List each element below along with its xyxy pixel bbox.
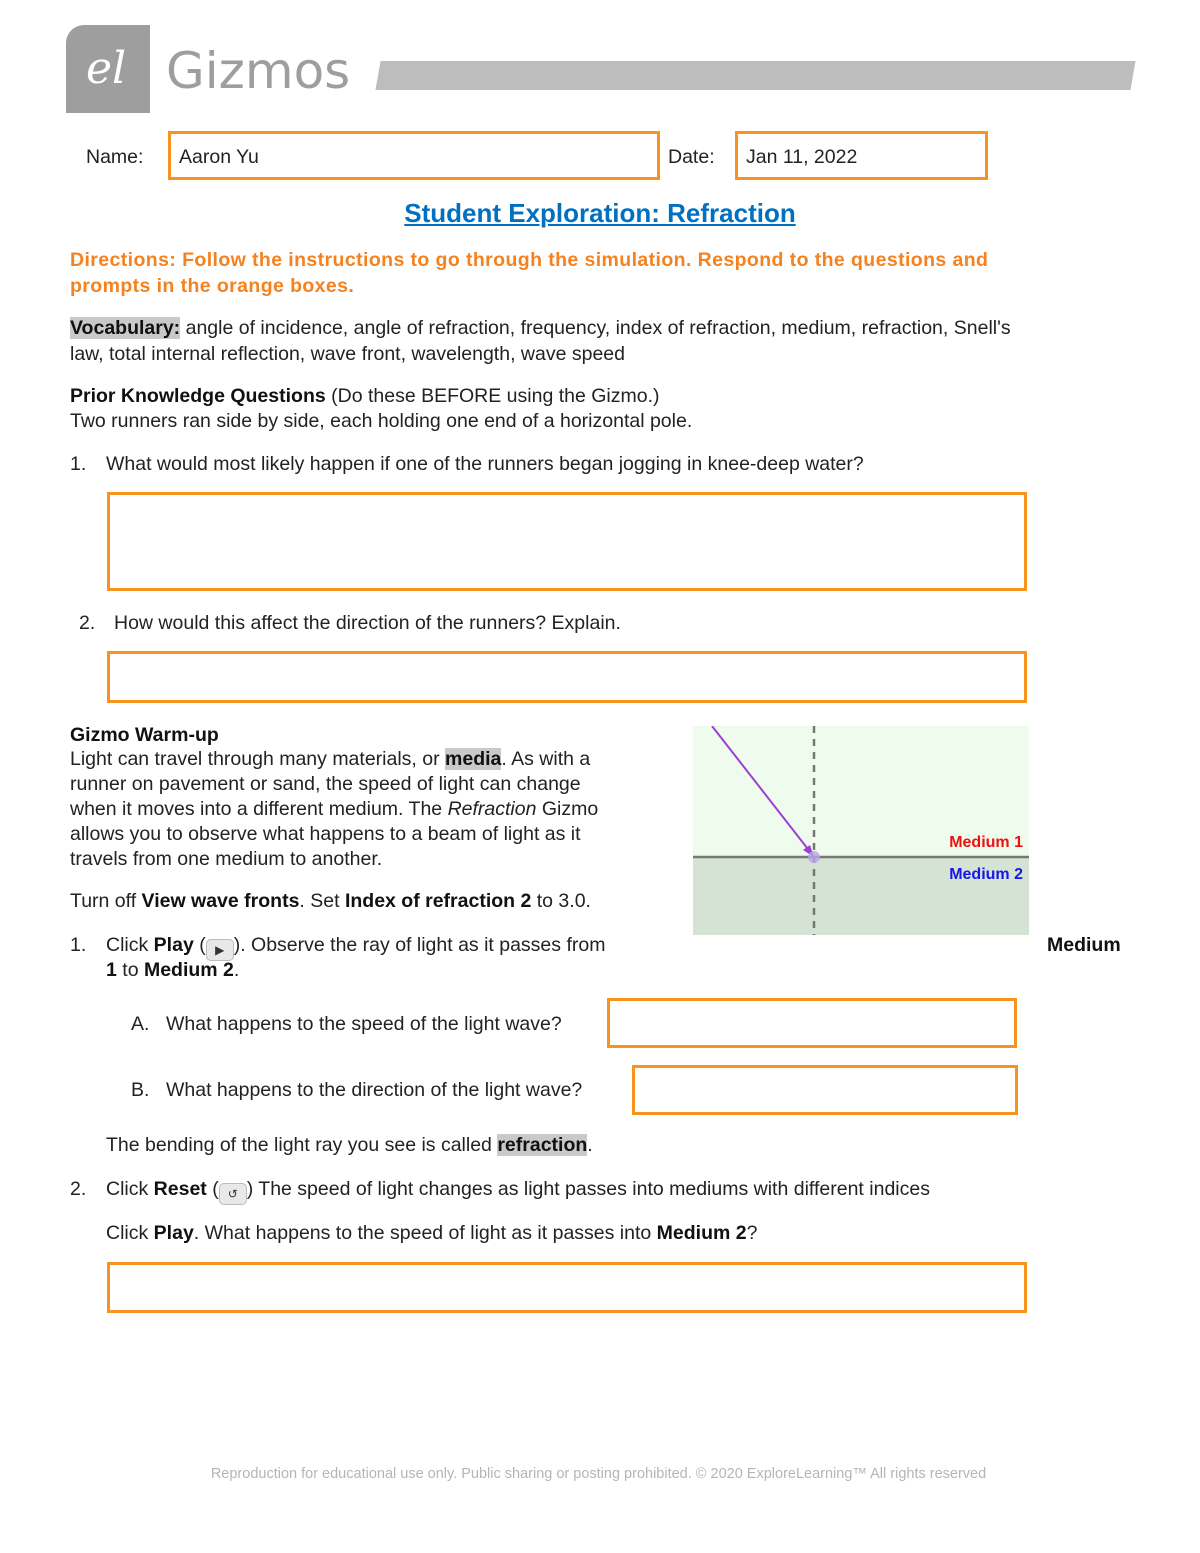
vocabulary-label: Vocabulary: [70,317,181,339]
logo-mark: el [86,43,127,94]
step-number: 1. [70,934,87,956]
date-label: Date: [668,146,715,168]
text: Light can travel through many materials, or [70,748,446,770]
question-letter: A. [131,1013,150,1035]
footer-copyright: Reproduction for educational use only. Public sharing or posting prohibited. © 2020 ExploreLearning™ All rights reserved [210,1466,987,1482]
text: ? [746,1222,758,1244]
answer-box-b[interactable] [632,1065,1018,1115]
medium-2-label: Medium 2 [949,866,1023,883]
answer-box-q2[interactable] [107,651,1027,703]
text: Click [106,934,154,956]
medium-1-label: Medium 1 [949,834,1023,851]
refraction-figure [693,726,1029,935]
answer-box-q1[interactable] [107,492,1027,591]
question-letter: B. [131,1079,150,1101]
text: View wave fronts [141,890,300,912]
heading-note: (Do these BEFORE using the Gizmo.) [325,385,660,407]
page-title: Student Exploration: Refraction [404,198,796,228]
term-media: media [445,748,502,770]
incidence-point [808,851,820,863]
prior-knowledge-heading [70,385,660,408]
gizmo-name: Refraction [447,798,537,820]
reset-icon: ↺ [219,1183,247,1205]
text: . Set [299,890,345,912]
name-value: Aaron Yu [179,146,259,168]
setup-instruction [70,890,591,913]
warmup-p4: allows you to observe what happens to a beam of light as it [70,823,581,845]
text: Index of refraction 2 [344,890,532,912]
text: 1 [106,959,117,981]
text: ) The speed of light changes as light passes into mediums with different indices [246,1178,930,1200]
brand-name: Gizmos [166,42,351,100]
text: . [233,959,240,981]
text: . What happens to the speed of light as it passes into [193,1222,657,1244]
vocabulary-terms-1: angle of incidence, angle of refraction, frequency, index of refraction, medium, refraction, Snell's [180,317,1011,339]
step-2 [106,1178,930,1205]
play-icon: ▶ [206,939,234,961]
warmup-p5: travels from one medium to another. [70,848,383,870]
heading-text: Prior Knowledge Questions [70,385,326,407]
answer-box-a[interactable] [607,998,1017,1048]
text: when it moves into a different medium. The [70,798,448,820]
question-b: What happens to the direction of the light wave? [166,1079,583,1101]
prior-intro: Two runners ran side by side, each holding one end of a horizontal pole. [70,410,693,432]
directions-line-2: prompts in the orange boxes. [70,275,355,297]
text: ( [193,934,206,956]
text: Turn off [70,890,142,912]
text: Medium 2 [143,959,234,981]
text: . [587,1134,593,1156]
text: Play [153,934,194,956]
warmup-p3 [70,798,598,821]
directions-line-1: Directions: Follow the instructions to go through the simulation. Respond to the questions and [70,249,989,271]
vocabulary [70,317,1011,340]
vocabulary-terms-2: law, total internal reflection, wave front, wavelength, wave speed [70,343,625,365]
text: ( [206,1178,219,1200]
text: Medium [1047,934,1121,956]
name-label: Name: [86,146,144,168]
question-number: 1. [70,453,87,475]
text: to 3.0. [531,890,591,912]
warmup-p2: runner on pavement or sand, the speed of light can change [70,773,581,795]
question-2: How would this affect the direction of the runners? Explain. [114,612,621,634]
text: Gizmo [536,798,599,820]
text: The bending of the light ray you see is called [106,1134,498,1156]
step-2-line-2 [106,1222,757,1245]
step-number: 2. [70,1178,87,1200]
text: ). Observe the ray of light as it passes from [233,934,606,956]
question-1: What would most likely happen if one of the runners began jogging in knee-deep water? [106,453,864,475]
date-value: Jan 11, 2022 [746,146,858,168]
step-1-line-2 [106,959,239,982]
term-refraction: refraction [497,1134,588,1156]
question-number: 2. [79,612,96,634]
step-1 [106,934,605,961]
answer-box-step-2[interactable] [107,1262,1027,1313]
question-a: What happens to the speed of the light wave? [166,1013,562,1035]
explorelearning-logo [66,25,150,113]
date-field[interactable] [735,131,988,180]
name-field[interactable] [168,131,660,180]
text: Medium 2 [656,1222,747,1244]
warmup-p1 [70,748,590,771]
text: to [116,959,144,981]
text: Click [106,1178,154,1200]
refraction-definition [106,1134,593,1157]
text: . As with a [501,748,591,770]
text: Reset [153,1178,207,1200]
header-bar [375,61,1135,90]
warmup-heading: Gizmo Warm-up [70,724,219,746]
text: Play [153,1222,194,1244]
text: Click [106,1222,154,1244]
